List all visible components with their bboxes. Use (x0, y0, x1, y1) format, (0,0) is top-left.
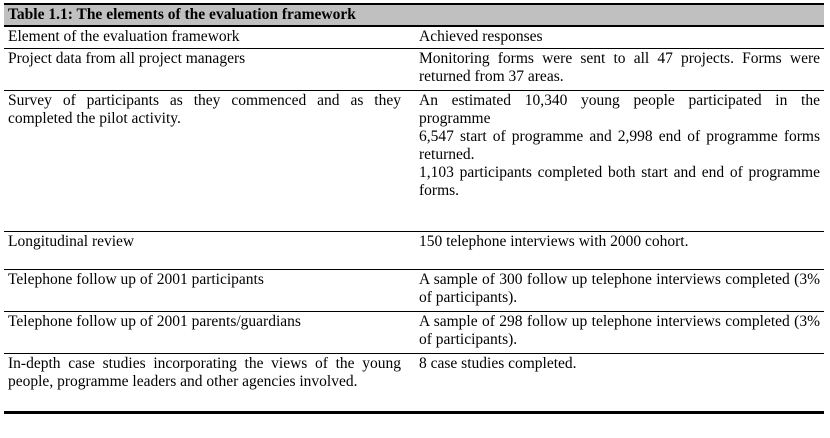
table-row (4, 354, 824, 413)
response-text: 150 telephone interviews with 2000 cohort. (419, 233, 689, 250)
table-header-row (4, 27, 824, 49)
element-cell: Survey of participants as they commenced and as they completed the pilot activity. (4, 91, 415, 232)
evaluation-table-container (4, 3, 824, 414)
table-caption: Table 1.1: The elements of the evaluation framework (4, 3, 824, 27)
table-row (4, 232, 824, 270)
response-text: 1,103 participants completed both start and end of programme forms. (419, 164, 820, 199)
column-header-responses: Achieved responses (415, 27, 824, 49)
response-text: 6,547 start of programme and 2,998 end of programme forms returned. (419, 128, 820, 163)
element-cell: Telephone follow up of 2001 participants (4, 270, 415, 312)
table-row (4, 49, 824, 91)
element-cell: Longitudinal review (4, 232, 415, 270)
response-cell (415, 49, 824, 91)
table-row (4, 312, 824, 354)
element-cell: Project data from all project managers (4, 49, 415, 91)
column-header-element: Element of the evaluation framework (4, 27, 415, 49)
element-cell: Telephone follow up of 2001 parents/guardians (4, 312, 415, 354)
response-cell (415, 232, 824, 270)
table-row (4, 270, 824, 312)
response-cell (415, 354, 824, 413)
table-row (4, 91, 824, 232)
response-text: Monitoring forms were sent to all 47 projects. Forms were returned from 37 areas. (419, 50, 820, 85)
response-text: An estimated 10,340 young people participated in the programme (419, 92, 820, 127)
response-text: A sample of 300 follow up telephone interviews completed (3% of participants). (419, 271, 820, 306)
response-text: A sample of 298 follow up telephone interviews completed (3% of participants). (419, 313, 820, 348)
element-cell: In-depth case studies incorporating the views of the young people, programme leaders and other agencies involved. (4, 354, 415, 413)
response-text: 8 case studies completed. (419, 355, 577, 372)
response-cell (415, 312, 824, 354)
evaluation-framework-table (4, 3, 824, 414)
response-cell (415, 270, 824, 312)
response-cell (415, 91, 824, 232)
